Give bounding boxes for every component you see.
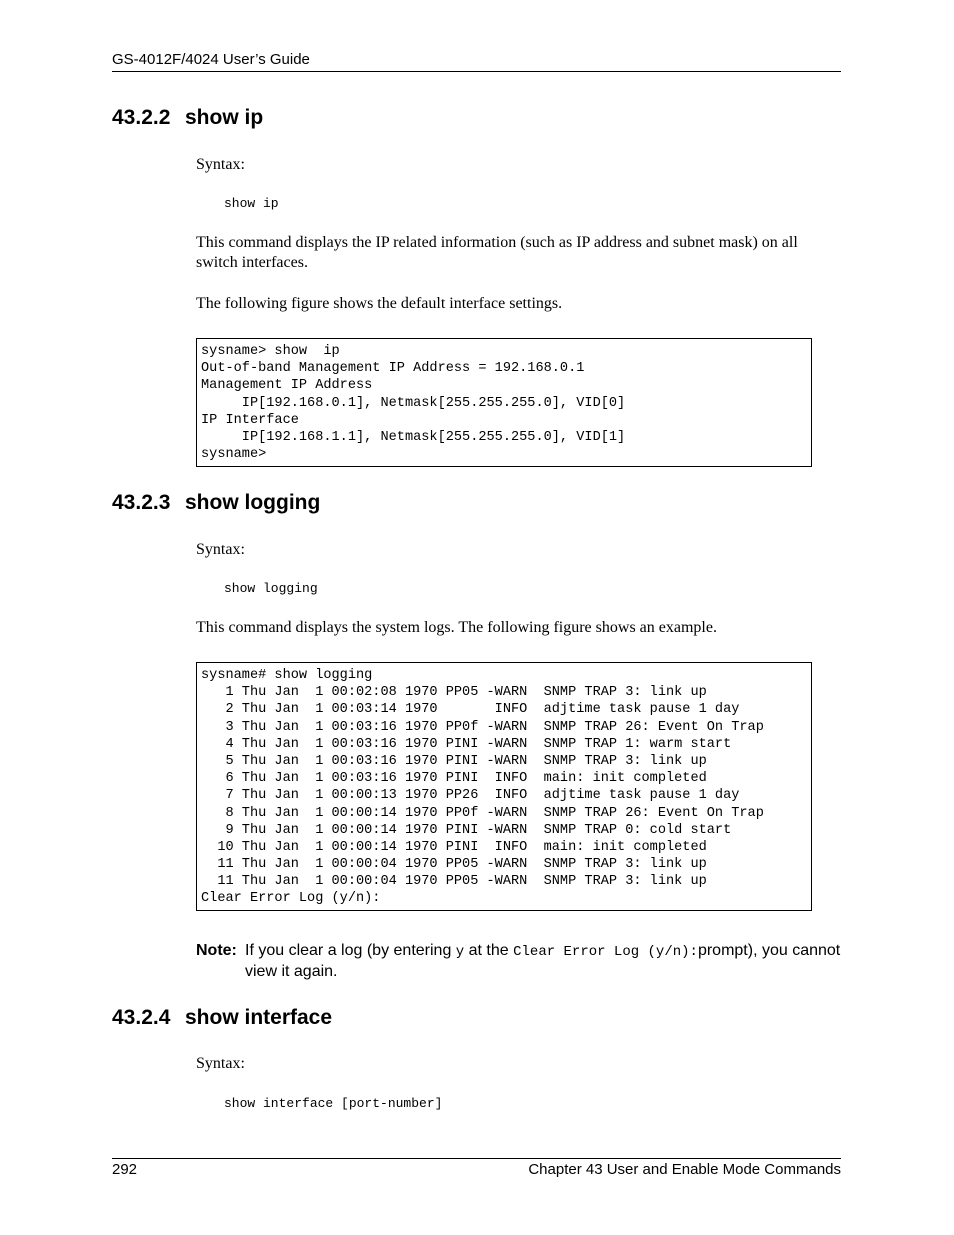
heading-show-logging [112, 491, 320, 515]
note-text: prompt), you cannot view it again. [245, 942, 841, 980]
section-title: show ip [185, 106, 264, 129]
description: This command displays the system logs. The following figure shows an example. [196, 619, 717, 636]
header-rule [112, 71, 841, 72]
code-line: IP[192.168.0.1], Netmask[255.255.255.0], VID[0] [201, 395, 626, 411]
section-title: show interface [185, 1006, 333, 1029]
note-text: at the [464, 942, 514, 959]
note-text: If you clear a log (by entering [245, 942, 456, 959]
code-line: 5 Thu Jan 1 00:03:16 1970 PINI -WARN SNMP TRAP 3: link up [201, 753, 707, 769]
code-line: sysname# show logging [201, 668, 373, 683]
code-line: 10 Thu Jan 1 00:00:14 1970 PINI INFO main: init completed [201, 839, 707, 855]
description: The following figure shows the default interface settings. [196, 295, 563, 312]
page-number: 292 [112, 1161, 138, 1178]
code-line: IP Interface [201, 412, 299, 428]
section-number: 43.2.2 [112, 106, 171, 129]
note-code: Clear Error Log (y/n): [513, 944, 698, 960]
code-line: sysname> show ip [201, 344, 340, 359]
heading-show-ip [112, 106, 263, 130]
syntax-command: show ip [224, 196, 279, 211]
syntax-label: Syntax: [196, 541, 245, 558]
syntax-command: show logging [224, 581, 318, 596]
code-line: 2 Thu Jan 1 00:03:14 1970 INFO adjtime task pause 1 day [201, 702, 740, 718]
section-number: 43.2.4 [112, 1006, 171, 1029]
code-line: 4 Thu Jan 1 00:03:16 1970 PINI -WARN SNMP TRAP 1: warm start [201, 736, 732, 752]
code-line: Clear Error Log (y/n): [201, 891, 381, 907]
syntax-command: show interface [port-number] [224, 1096, 443, 1111]
code-line: 11 Thu Jan 1 00:00:04 1970 PP05 -WARN SNMP TRAP 3: link up [201, 874, 707, 890]
note-code: y [455, 944, 465, 960]
code-line: 7 Thu Jan 1 00:00:13 1970 PP26 INFO adjtime task pause 1 day [201, 788, 740, 804]
code-line: 1 Thu Jan 1 00:02:08 1970 PP05 -WARN SNMP TRAP 3: link up [201, 685, 707, 701]
code-line: Management IP Address [201, 378, 373, 394]
code-line: 3 Thu Jan 1 00:03:16 1970 PP0f -WARN SNMP TRAP 26: Event On Trap [201, 719, 764, 735]
section-title: show logging [185, 491, 321, 514]
code-example-show-ip [196, 338, 812, 467]
syntax-label: Syntax: [196, 156, 245, 173]
description: This command displays the IP related information (such as IP address and subnet mask) on all switch interfaces. [196, 234, 798, 271]
code-line: Out-of-band Management IP Address = 192.168.0.1 [201, 361, 585, 377]
code-line: sysname> [201, 447, 267, 463]
code-line: 11 Thu Jan 1 00:00:04 1970 PP05 -WARN SNMP TRAP 3: link up [201, 857, 707, 873]
code-line: 8 Thu Jan 1 00:00:14 1970 PP0f -WARN SNMP TRAP 26: Event On Trap [201, 805, 764, 821]
heading-show-interface [112, 1006, 332, 1030]
code-line: 6 Thu Jan 1 00:03:16 1970 PINI INFO main: init completed [201, 771, 707, 787]
code-example-show-logging [196, 662, 812, 911]
note-body [245, 941, 841, 982]
footer-rule [112, 1158, 841, 1159]
section-number: 43.2.3 [112, 491, 171, 514]
note-label: Note: [196, 942, 237, 959]
chapter-title: Chapter 43 User and Enable Mode Commands [528, 1161, 841, 1178]
code-line: 9 Thu Jan 1 00:00:14 1970 PINI -WARN SNMP TRAP 0: cold start [201, 822, 732, 838]
note-clear-log [196, 941, 841, 982]
running-header: GS-4012F/4024 User’s Guide [112, 51, 310, 68]
syntax-label: Syntax: [196, 1055, 245, 1072]
code-line: IP[192.168.1.1], Netmask[255.255.255.0], VID[1] [201, 429, 626, 445]
